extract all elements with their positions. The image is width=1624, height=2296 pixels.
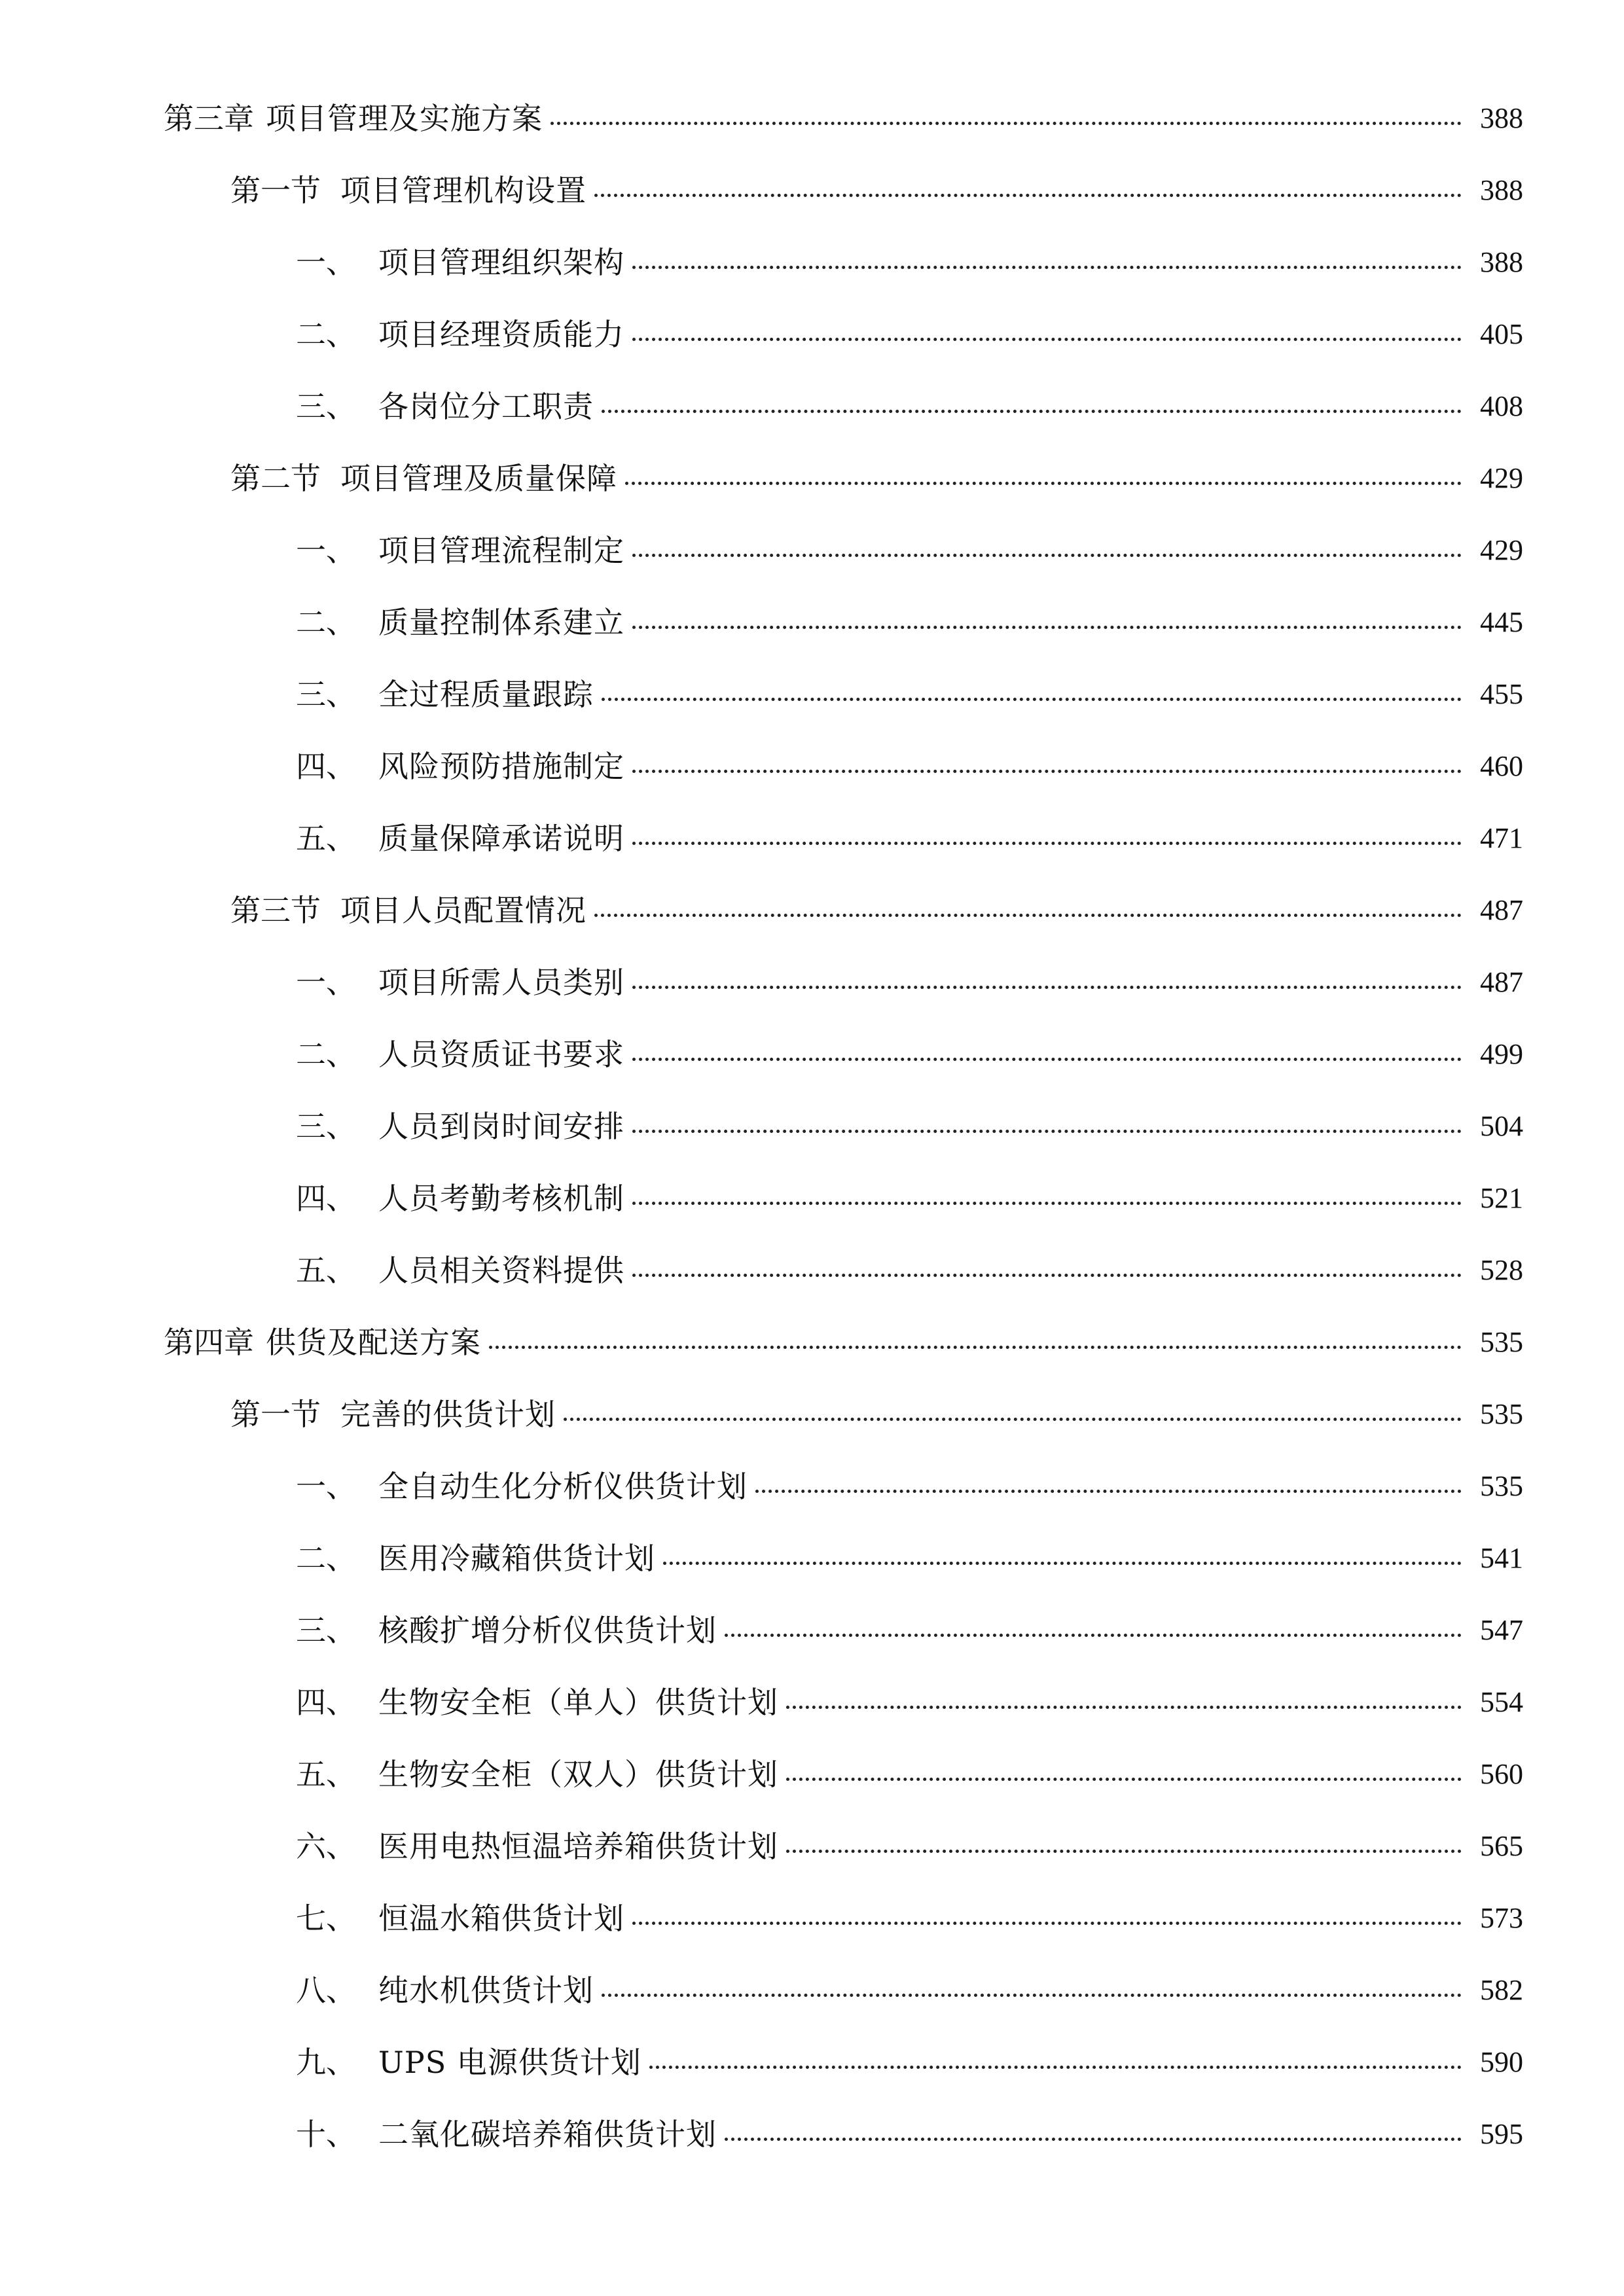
toc-entry-subsection[interactable] [0,514,1624,586]
toc-entry-title: 质量控制体系建立 [378,605,624,640]
dot-leader [632,1202,1462,1205]
toc-entry-number: 第一节 [230,173,321,208]
toc-entry-page: 504 [1480,1110,1523,1142]
toc-entry-subsection[interactable] [0,1594,1624,1666]
toc-entry-title: 项目管理组织架构 [378,245,624,280]
toc-entry-page: 499 [1480,1038,1523,1070]
toc-entry-title: 项目管理及实施方案 [266,101,543,136]
toc-entry-chapter-3[interactable] [0,82,1624,154]
dot-leader [632,770,1462,773]
toc-entry-subsection[interactable] [0,1018,1624,1090]
toc-entry-page: 595 [1480,2118,1523,2150]
toc-entry-page: 554 [1480,1686,1523,1718]
toc-entry-title: 生物安全柜（双人）供货计划 [378,1757,778,1792]
toc-entry-number: 七、 [296,1901,356,1936]
toc-entry-page: 388 [1480,102,1523,134]
toc-entry-title: 项目管理机构设置 [340,173,586,208]
toc-entry-title: 项目经理资质能力 [378,317,624,352]
toc-entry-subsection[interactable] [0,586,1624,658]
dot-leader [632,1130,1462,1133]
toc-entry-page: 487 [1480,966,1523,998]
toc-entry-page: 565 [1480,1830,1523,1862]
toc-entry-number: 二、 [296,1541,356,1576]
dot-leader [550,122,1462,125]
toc-entry-page: 471 [1480,822,1523,854]
toc-entry-title: 医用冷藏箱供货计划 [378,1541,655,1576]
dot-leader [663,1562,1462,1565]
toc-entry-chapter-4[interactable] [0,1306,1624,1378]
toc-entry-page: 535 [1480,1470,1523,1502]
toc-entry-title: 项目所需人员类别 [378,965,624,1000]
dot-leader [649,2066,1462,2069]
toc-entry-subsection[interactable] [0,2098,1624,2170]
dot-leader [564,1418,1462,1421]
toc-entry-number: 九、 [296,2045,356,2080]
toc-entry-page: 535 [1480,1398,1523,1430]
toc-entry-page: 487 [1480,894,1523,926]
toc-entry-title: 人员到岗时间安排 [378,1109,624,1144]
toc-entry-subsection[interactable] [0,1090,1624,1162]
toc-entry-title: UPS 电源供货计划 [378,2045,641,2080]
toc-entry-title: 风险预防措施制定 [378,749,624,784]
toc-entry-page: 460 [1480,750,1523,782]
toc-entry-number: 五、 [296,1253,356,1288]
dot-leader [602,1994,1462,1997]
toc-entry-subsection[interactable] [0,226,1624,298]
toc-entry-number: 四、 [296,1181,356,1216]
toc-entry-title: 核酸扩增分析仪供货计划 [378,1613,717,1648]
dot-leader [594,194,1462,197]
toc-entry-subsection[interactable] [0,946,1624,1018]
dot-leader [786,1778,1462,1781]
toc-entry-section[interactable] [0,442,1624,514]
dot-leader [625,482,1462,485]
toc-entry-page: 429 [1480,462,1523,494]
toc-entry-number: 一、 [296,533,356,568]
toc-entry-number: 十、 [296,2117,356,2152]
toc-entry-page: 528 [1480,1254,1523,1286]
dot-leader [786,1706,1462,1709]
toc-entry-subsection[interactable] [0,658,1624,730]
toc-entry-number: 二、 [296,1037,356,1072]
toc-entry-page: 405 [1480,318,1523,350]
toc-entry-page: 547 [1480,1614,1523,1646]
dot-leader [632,842,1462,845]
toc-entry-title: 生物安全柜（单人）供货计划 [378,1685,778,1720]
toc-entry-page: 590 [1480,2046,1523,2078]
dot-leader [755,1490,1462,1493]
toc-entry-page: 560 [1480,1758,1523,1790]
toc-entry-subsection[interactable] [0,1162,1624,1234]
dot-leader [725,1634,1462,1637]
dot-leader [632,1274,1462,1277]
toc-entry-section[interactable] [0,874,1624,946]
toc-entry-number: 第二节 [230,461,321,496]
toc-entry-subsection[interactable] [0,1738,1624,1810]
dot-leader [632,1058,1462,1061]
toc-entry-section[interactable] [0,1378,1624,1450]
toc-entry-subsection[interactable] [0,370,1624,442]
toc-entry-title: 医用电热恒温培养箱供货计划 [378,1829,778,1864]
toc-entry-number: 三、 [296,1613,356,1648]
toc-entry-section[interactable] [0,154,1624,226]
toc-entry-number: 第四章 [164,1325,254,1360]
toc-entry-number: 第三节 [230,893,321,928]
toc-entry-number: 五、 [296,1757,356,1792]
toc-entry-number: 一、 [296,965,356,1000]
toc-entry-number: 二、 [296,605,356,640]
toc-entry-title: 恒温水箱供货计划 [378,1901,624,1936]
toc-entry-page: 455 [1480,678,1523,710]
toc-entry-title: 全自动生化分析仪供货计划 [378,1469,748,1504]
toc-entry-subsection[interactable] [0,2026,1624,2098]
toc-entry-title: 人员考勤考核机制 [378,1181,624,1216]
toc-entry-page: 388 [1480,174,1523,206]
dot-leader [632,1922,1462,1925]
toc-entry-number: 三、 [296,389,356,424]
dot-leader [786,1850,1462,1853]
toc-entry-subsection[interactable] [0,1666,1624,1738]
toc-entry-title: 各岗位分工职责 [378,389,594,424]
toc-entry-title: 人员相关资料提供 [378,1253,624,1288]
toc-entry-title: 项目管理及质量保障 [340,461,617,496]
toc-entry-subsection[interactable] [0,1810,1624,1882]
toc-entry-title: 人员资质证书要求 [378,1037,624,1072]
toc-entry-number: 八、 [296,1973,356,2008]
dot-leader [632,554,1462,557]
toc-entry-title: 二氧化碳培养箱供货计划 [378,2117,717,2152]
toc-entry-page: 573 [1480,1902,1523,1934]
toc-entry-subsection[interactable] [0,802,1624,874]
toc-entry-number: 一、 [296,245,356,280]
toc-entry-subsection[interactable] [0,298,1624,370]
toc-entry-page: 388 [1480,246,1523,278]
toc-entry-title: 纯水机供货计划 [378,1973,594,2008]
toc-entry-page: 429 [1480,534,1523,566]
dot-leader [602,698,1462,701]
toc-entry-page: 535 [1480,1326,1523,1358]
toc-entry-page: 521 [1480,1182,1523,1214]
toc-entry-number: 三、 [296,1109,356,1144]
toc-entry-title: 供货及配送方案 [266,1325,481,1360]
dot-leader [632,266,1462,269]
toc-entry-title: 项目人员配置情况 [340,893,586,928]
dot-leader [725,2138,1462,2141]
toc-entry-page: 582 [1480,1974,1523,2006]
toc-entry-subsection[interactable] [0,1234,1624,1306]
toc-entry-number: 二、 [296,317,356,352]
dot-leader [632,626,1462,629]
toc-entry-subsection[interactable] [0,730,1624,802]
toc-entry-page: 541 [1480,1542,1523,1574]
dot-leader [632,338,1462,341]
toc-entry-number: 一、 [296,1469,356,1504]
toc-entry-title: 全过程质量跟踪 [378,677,594,712]
toc-entry-number: 第一节 [230,1397,321,1432]
toc-entry-title: 完善的供货计划 [340,1397,556,1432]
toc-entry-title: 项目管理流程制定 [378,533,624,568]
toc-entry-subsection[interactable] [0,1954,1624,2026]
toc-entry-number: 五、 [296,821,356,856]
toc-entry-number: 第三章 [164,101,254,136]
toc-entry-number: 四、 [296,749,356,784]
toc-entry-number: 三、 [296,677,356,712]
toc-entry-number: 四、 [296,1685,356,1720]
toc-entry-page: 408 [1480,390,1523,422]
dot-leader [632,986,1462,989]
toc-entry-subsection[interactable] [0,1522,1624,1594]
toc-entry-title: 质量保障承诺说明 [378,821,624,856]
dot-leader [602,410,1462,413]
toc-entry-page: 445 [1480,606,1523,638]
dot-leader [594,914,1462,917]
toc-entry-subsection[interactable] [0,1450,1624,1522]
toc-entry-number: 六、 [296,1829,356,1864]
toc-entry-subsection[interactable] [0,1882,1624,1954]
dot-leader [489,1346,1462,1349]
